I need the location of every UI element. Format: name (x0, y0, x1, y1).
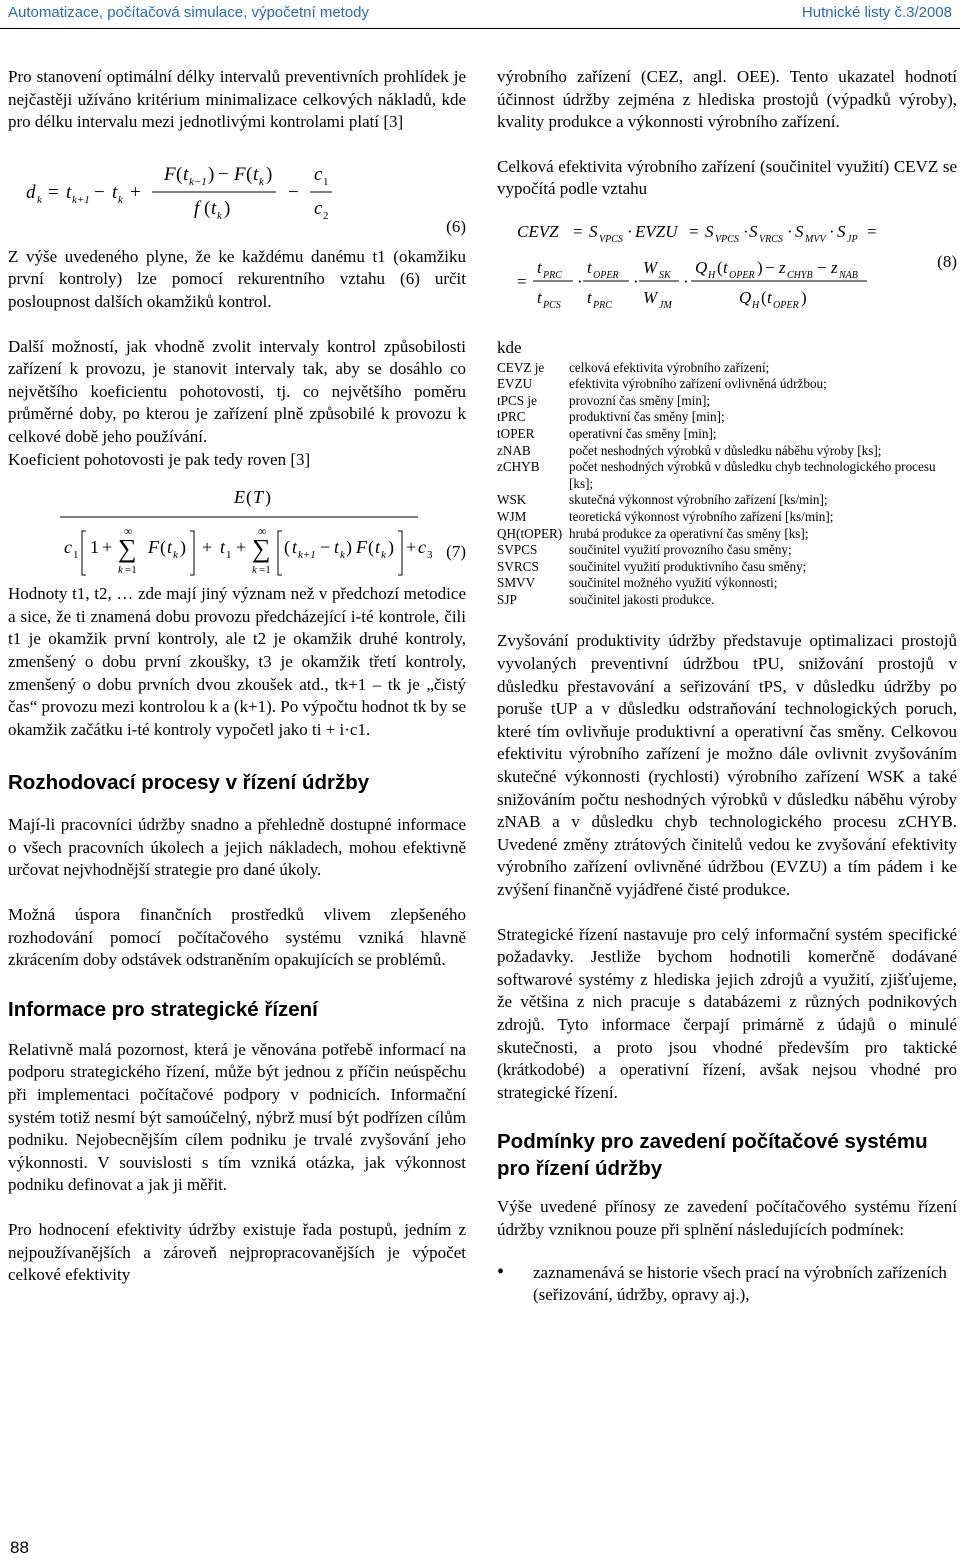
definition-text: operativní čas směny [min]; (569, 425, 717, 441)
svg-text:): ) (224, 197, 231, 219)
svg-text:∞: ∞ (124, 524, 133, 539)
svg-text:t: t (253, 163, 259, 185)
svg-text:+: + (202, 537, 213, 558)
svg-text:t: t (587, 287, 592, 307)
svg-text:W: W (643, 287, 658, 307)
svg-text:(: ( (368, 537, 374, 558)
header-journal-section: Automatizace, počítačová simulace, výpočetní metody (8, 4, 370, 21)
svg-text:c: c (418, 537, 426, 558)
svg-text:k: k (252, 564, 257, 577)
svg-text:S: S (705, 221, 714, 241)
svg-text:t: t (167, 537, 173, 558)
definition-term: zNAB (497, 442, 531, 458)
svg-text:t: t (334, 537, 340, 558)
svg-text:(: ( (246, 163, 253, 185)
svg-text:·: · (627, 221, 633, 241)
svg-text:MVV: MVV (805, 233, 826, 245)
bullet-item (497, 1262, 957, 1307)
svg-text:·: · (829, 221, 835, 241)
definition-term: SVRCS (497, 558, 539, 574)
svg-text:1: 1 (90, 537, 99, 558)
svg-text:1: 1 (73, 549, 79, 562)
definition-text: součinitel možného využití výkonnosti; (569, 575, 778, 591)
bullet-text: zaznamenává se historie všech prací na výrobních zařízeních (seřizování, údržby, opravy aj.), (533, 1262, 947, 1305)
svg-text:=1: =1 (125, 564, 137, 577)
definition-row (497, 376, 957, 393)
definition-term: tPCS je (497, 392, 537, 408)
section-heading: Informace pro strategické řízení (8, 997, 318, 1021)
header-issue: Hutnické listy č.3/2008 (801, 4, 952, 21)
svg-text:): ) (180, 537, 186, 558)
svg-text:2: 2 (323, 209, 329, 222)
svg-text:·: · (743, 221, 749, 241)
svg-text:·: · (577, 271, 583, 291)
paragraph: Relativně malá pozornost, která je věnována potřebě informací na podporu strategického řízení, může být jednou z příčin neúspěchu při implementaci počítačové podpory v podnicích. Informační systém totiž nesmí být samoúčelný, nýbrž musí být podřízen cílům podniku. Nejobecnějším cílem podniku je trvalé zvyšování jeho výkonnosti. V souvislosti s tím vzniká otázka, jak výkonnost podniku definovat a jak ji měřit. (8, 1039, 466, 1195)
paragraph: Celková efektivita výrobního zařízení (součinitel využití) CEVZ se vypočítá podle vztahu (497, 156, 957, 199)
definition-term: zCHYB (497, 459, 540, 475)
svg-text:=: = (867, 221, 877, 241)
svg-text:k−1: k−1 (189, 175, 207, 188)
definition-text: efektivita výrobního zařízení ovlivněná údržbou; (569, 376, 827, 392)
svg-text:T: T (253, 487, 264, 508)
svg-text:=: = (573, 221, 583, 241)
svg-text:·: · (683, 271, 689, 291)
definition-row (497, 492, 957, 509)
svg-text:c: c (314, 197, 323, 219)
definition-row (497, 542, 957, 559)
page-number: 88 (10, 1538, 29, 1557)
definition-row (497, 559, 957, 576)
right-column (497, 66, 957, 1307)
svg-text:t: t (66, 181, 72, 203)
definition-row (497, 526, 957, 543)
svg-text:): ) (801, 287, 807, 307)
svg-text:t: t (537, 287, 542, 307)
svg-text:CHYB: CHYB (787, 269, 813, 281)
svg-text:(: ( (176, 163, 183, 185)
svg-text:·: · (787, 221, 793, 241)
definitions-list (497, 360, 957, 609)
definition-row (497, 426, 957, 443)
svg-text:(: ( (246, 487, 252, 508)
svg-text:(: ( (284, 537, 290, 558)
svg-text:k: k (217, 209, 222, 222)
paragraph: Zvyšování produktivity údržby představuje optimalizaci prostojů vyvolaných preventivní údržbou tPU, snižování prostojů v důsledku přestavování a seřizování tPS, v důsledku údržby po poruše tUP a v důsledku odstraňování technologických poruch, které tím ovlivňuje produktivní a operativní čas směny. Celkovou efektivitu výrobního zařízení je možno dále ovlivnit zvyšováním skutečné výkonnosti (rychlosti) výrobního zařízení WSK a také snižováním počtu neshodných výrobků v důsledku náběhu výroby zNAB a v důsledku chyb technologického procesu zCHYB. Uvedené změny ztrátových činitelů vedou ke zvyšování efektivity výrobního zařízení ovlivněné údržbou (EVZU) a tím pádem i ke zvýšení finančně vyjádřené čisté produkce. (497, 631, 957, 899)
running-header (0, 0, 960, 29)
svg-text:k+1: k+1 (298, 549, 316, 562)
svg-text:OPER: OPER (729, 269, 755, 281)
bullet-icon: • (497, 1260, 505, 1283)
svg-text:z: z (779, 257, 786, 277)
svg-text:=1: =1 (259, 564, 271, 577)
svg-text:OPER: OPER (773, 299, 799, 311)
definition-text: počet neshodných výrobků v důsledku chyb technologického procesu [ks]; (569, 459, 936, 491)
definition-term: EVZU (497, 376, 533, 392)
equation-8-formula (517, 211, 937, 311)
svg-text:t: t (767, 287, 772, 307)
svg-text:k: k (173, 549, 178, 562)
kde-label: kde (497, 337, 522, 357)
definition-row (497, 575, 957, 592)
equation-6-number: (6) (446, 216, 466, 236)
svg-text:PRC: PRC (543, 269, 562, 281)
equation-6 (8, 160, 466, 236)
definition-text: součinitel jakosti produkce. (569, 591, 715, 607)
svg-text:∑: ∑ (252, 534, 271, 564)
paragraph: Možná úspora finančních prostředků vlivem zlepšeného rozhodování pomocí počítačového systému vzniká hlavně zkrácením doby odstávek odstraněním opakujících se problémů. (8, 905, 466, 970)
definition-text: součinitel využití produktivního času směny; (569, 558, 807, 574)
definition-row (497, 360, 957, 377)
definition-term: SVPCS (497, 542, 538, 558)
section-heading: Rozhodovací procesy v řízení údržby (8, 771, 370, 795)
svg-text:k: k (340, 549, 345, 562)
svg-text:F: F (164, 163, 176, 185)
svg-text:−: − (817, 257, 827, 277)
definition-row (497, 443, 957, 460)
definition-term: SMVV (497, 575, 536, 591)
svg-text:VPCS: VPCS (599, 233, 623, 245)
paragraph: Hodnoty t1, t2, … zde mají jiný význam než v předchozí metodice a sice, že ti znamená dobu provozu předcházející i-té kontrole, čili t1 je okamžik první kontroly, ale t2 je okamžik druhé kontroly, zmenšený o dobu první zkoušky, t3 je okamžik třetí kontroly, zmenšený o dobu prvních dvou zkoušek atd., tk+1 – tk je „čistý čas“ provozu mezi kontrolou k a (k+1). Po výpočtu hodnot tk by se okamžik začátku i-té kontroly vypočetl jako ti + i·c1. (8, 584, 466, 739)
equation-8-number: (8) (937, 251, 957, 271)
definition-row (497, 459, 957, 492)
definition-text: skutečná výkonnost výrobního zařízení [ks/min]; (569, 492, 828, 508)
svg-text:E: E (234, 487, 245, 508)
paragraph: výrobního zařízení (CEZ, angl. OEE). Tento ukazatel hodnotí účinnost údržby zejména z hlediska prostojů (výpadků výroby), kvality produkce a výkonnosti výrobního zařízení. (497, 67, 957, 132)
definition-term: CEVZ je (497, 359, 545, 375)
paragraph: Strategické řízení nastavuje pro celý informační systém specifické požadavky. Jestliže bychom hodnotili komerčně dodávané softwarové systémy z hlediska jejich zdrojů a využití, zjišťujeme, že většina z nich pracuje s databázemi z různých podnikových zdrojů. Tyto informace čerpají primárně z údajů o minulé skutečnosti, a proto jsou vhodné především pro taktické (krátkodobé) a operativní řízení, avšak nejsou vhodné pro strategické řízení. (497, 924, 957, 1102)
svg-text:−: − (94, 181, 105, 203)
svg-text:SK: SK (659, 269, 671, 281)
svg-text:JP: JP (847, 233, 858, 245)
equation-6-formula (26, 160, 366, 224)
svg-text:H: H (752, 299, 760, 311)
svg-text:): ) (208, 163, 215, 185)
svg-text:F: F (234, 163, 246, 185)
svg-text:t: t (587, 257, 592, 277)
paragraph: Pro stanovení optimální délky intervalů preventivních prohlídek je nejčastěji užíváno kritérium minimalizace celkových nákladů, kde pro délku intervalu mezi jednotlivými kontrolami platí [3] (8, 67, 466, 132)
equation-7 (8, 479, 466, 583)
definition-row (497, 509, 957, 526)
svg-text:+: + (236, 537, 247, 558)
svg-text:−: − (320, 537, 331, 558)
svg-text:=: = (517, 271, 527, 291)
definition-term: tOPER (497, 425, 535, 441)
svg-text:S: S (749, 221, 758, 241)
definition-text: hrubá produkce za operativní čas směny [ks]; (569, 525, 809, 541)
svg-text:PCS: PCS (543, 299, 561, 311)
paragraph: Další možností, jak vhodně zvolit intervaly kontrol způsobilosti zařízení k provozu, je stanovit intervaly tak, aby se dosáhlo co největšího koeficientu pohotovosti, tj. co největšího poměru průměrné doby, po kterou je zařízení plně způsobilé k provozu k celkové době jeho používání. (8, 336, 466, 446)
svg-text:t: t (220, 537, 226, 558)
definition-term: WJM (497, 508, 527, 524)
equation-7-formula (8, 479, 448, 583)
definition-term: SJP (497, 591, 517, 607)
svg-text:·: · (633, 271, 639, 291)
svg-text:t: t (537, 257, 542, 277)
svg-text:(: ( (160, 537, 166, 558)
svg-text:JM: JM (659, 299, 672, 311)
svg-text:−: − (765, 257, 775, 277)
svg-text:): ) (346, 537, 352, 558)
svg-text:F: F (356, 537, 367, 558)
svg-text:S: S (589, 221, 598, 241)
svg-text:W: W (643, 257, 658, 277)
definition-text: počet neshodných výrobků v důsledku náběhu výroby [ks]; (569, 442, 882, 458)
svg-text:H: H (708, 269, 716, 281)
svg-text:1: 1 (226, 549, 232, 562)
svg-text:c: c (314, 163, 323, 185)
svg-text:): ) (388, 537, 394, 558)
svg-text:k: k (381, 549, 386, 562)
svg-text:t: t (112, 181, 118, 203)
paragraph: Z výše uvedeného plyne, že ke každému danému t1 (okamžiku první kontroly) lze pomocí rekurentního vztahu (6) určit posloupnost dalších okamžiků kontrol. (8, 246, 466, 311)
svg-text:VPCS: VPCS (715, 233, 739, 245)
svg-text:−: − (218, 163, 229, 185)
svg-text:3: 3 (427, 549, 433, 562)
svg-text:(: ( (717, 257, 723, 277)
svg-text:k: k (37, 193, 42, 206)
svg-text:t: t (211, 197, 217, 219)
svg-text:(: ( (204, 197, 211, 219)
definition-term: QH(tOPER) (497, 525, 563, 541)
svg-text:k: k (259, 175, 264, 188)
definition-term: tPRC (497, 409, 526, 425)
definition-text: produktivní čas směny [min]; (569, 409, 725, 425)
definition-text: součinitel využití provozního času směny; (569, 542, 792, 558)
svg-text:t: t (723, 257, 728, 277)
svg-text:S: S (837, 221, 846, 241)
svg-text:EVZU: EVZU (635, 221, 678, 241)
svg-text:Q: Q (739, 287, 752, 307)
definition-text: teoretická výkonnost výrobního zařízení [ks/min]; (569, 508, 834, 524)
svg-text:t: t (375, 537, 381, 558)
svg-text:PRC: PRC (593, 299, 612, 311)
paragraph: Pro hodnocení efektivity údržby existuje řada postupů, jedním z nejpoužívanějších a zároveň nejpropracovanějších je výpočet celkové efektivity (8, 1220, 466, 1285)
svg-text:c: c (64, 537, 72, 558)
equation-8 (497, 211, 957, 311)
svg-text:CEVZ: CEVZ (517, 221, 559, 241)
svg-text:): ) (757, 257, 763, 277)
paragraph: Výše uvedené přínosy ze zavedení počítačového systému řízení údržby vzniknou pouze při splnění následujících podmínek: (497, 1197, 957, 1239)
svg-text:): ) (266, 163, 273, 185)
svg-text:z: z (831, 257, 838, 277)
paragraph: Mají-li pracovníci údržby snadno a přehledně dostupné informace o všech pracovních úkolech a jejich nákladech, mohou efektivně určovat nejvhodnější strategie pro dané úkoly. (8, 815, 466, 880)
svg-text:1: 1 (323, 175, 329, 188)
svg-text:t: t (292, 537, 298, 558)
svg-text:): ) (265, 487, 271, 508)
svg-text:VRCS: VRCS (759, 233, 783, 245)
equation-7-number: (7) (446, 542, 466, 562)
svg-text:+: + (406, 537, 417, 558)
definition-text: provozní čas směny [min]; (569, 392, 710, 408)
definition-row (497, 393, 957, 410)
definition-text: celková efektivita výrobního zařízení; (569, 359, 770, 375)
svg-text:d: d (26, 181, 36, 203)
svg-text:t: t (183, 163, 189, 185)
svg-text:OPER: OPER (593, 269, 619, 281)
svg-text:NAB: NAB (839, 269, 858, 281)
svg-text:k+1: k+1 (72, 193, 90, 206)
definition-row (497, 409, 957, 426)
svg-text:f: f (194, 197, 200, 219)
svg-text:k: k (118, 564, 123, 577)
paragraph: Koeficient pohotovosti je pak tedy roven [3] (8, 449, 311, 469)
svg-text:+: + (130, 181, 141, 203)
svg-text:+: + (102, 537, 113, 558)
svg-text:=: = (48, 181, 59, 203)
svg-text:(: ( (761, 287, 767, 307)
svg-text:S: S (795, 221, 804, 241)
section-heading: Podmínky pro zavedení počítačové systému pro řízení údržby (497, 1130, 928, 1181)
left-column (8, 66, 466, 1287)
svg-text:Q: Q (695, 257, 708, 277)
svg-text:F: F (148, 537, 159, 558)
svg-text:=: = (689, 221, 699, 241)
definition-row (497, 592, 957, 609)
svg-text:∞: ∞ (258, 524, 267, 539)
svg-text:−: − (288, 181, 299, 203)
definition-term: WSK (497, 492, 527, 508)
svg-text:∑: ∑ (118, 534, 137, 564)
svg-text:k: k (118, 193, 123, 206)
